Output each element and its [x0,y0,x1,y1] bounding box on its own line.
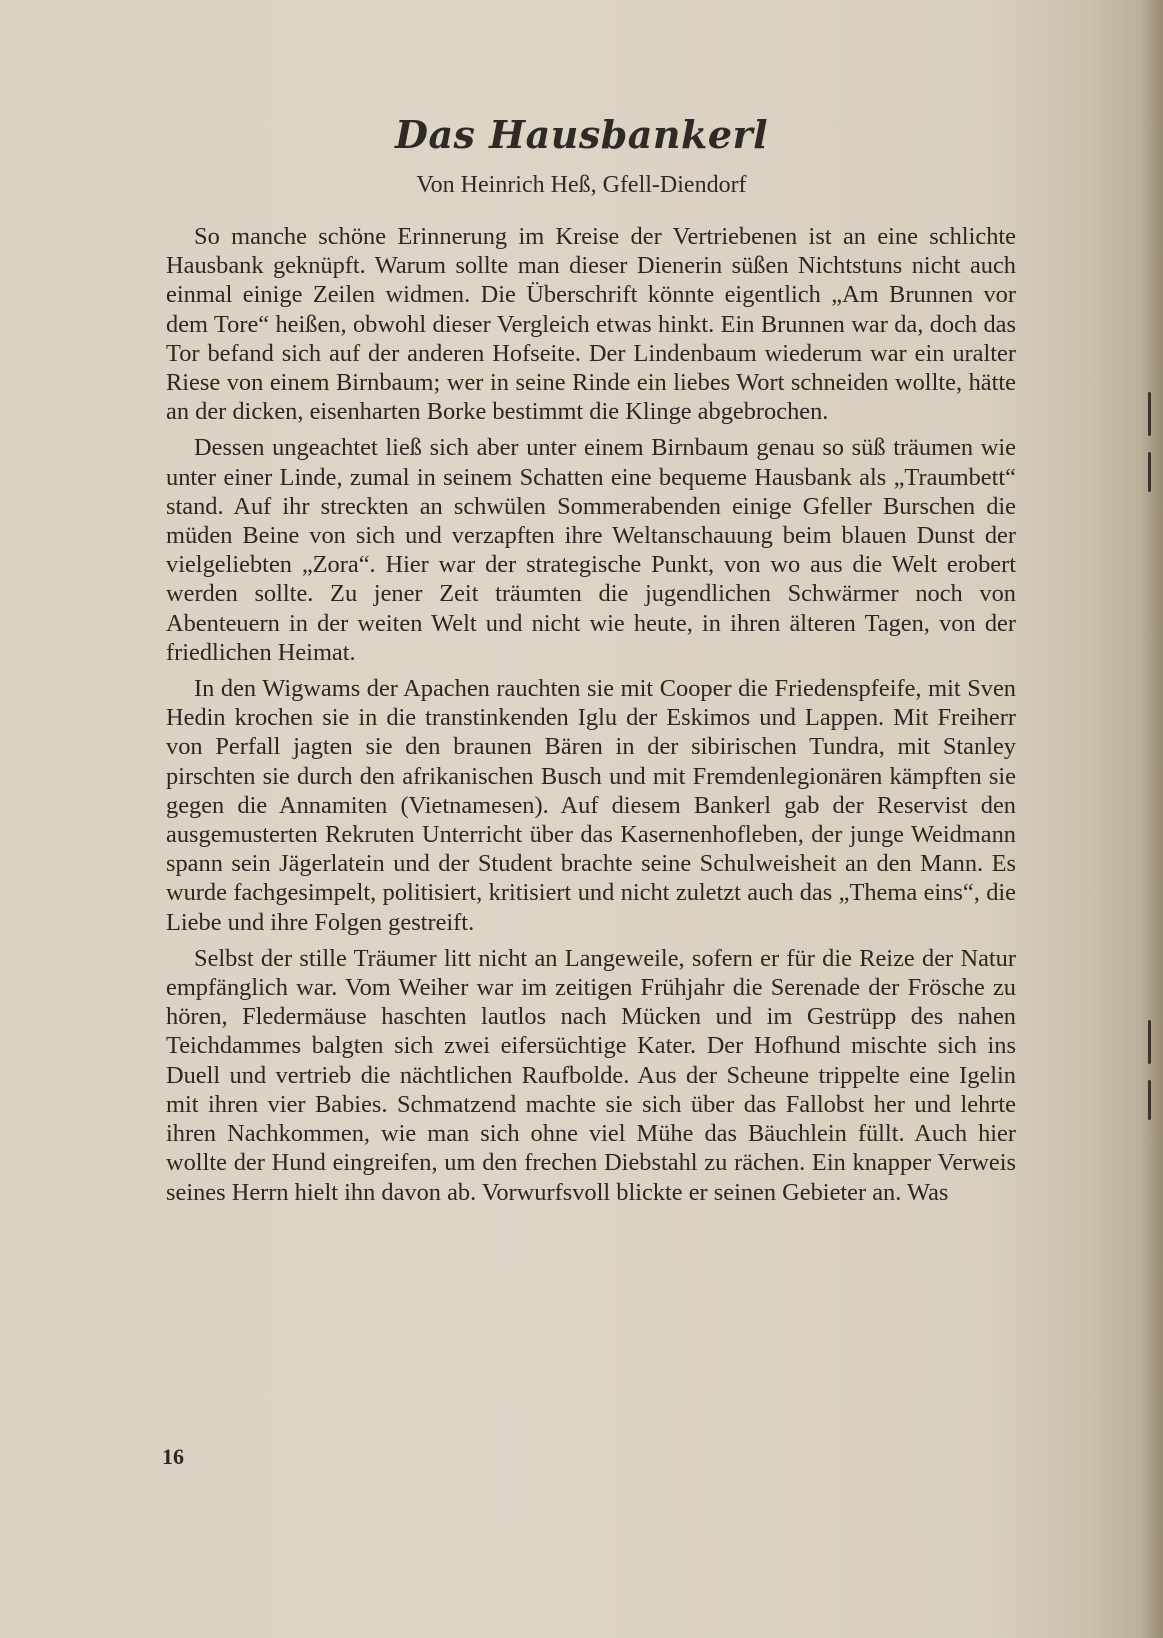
staple-mark [1148,452,1151,492]
paragraph: Selbst der stille Träumer litt nicht an Langeweile, sofern er für die Reize der Natur empfänglich war. Vom Weiher war im zeitigen Frühjahr die Serenade der Frösche zu hören, Fledermäuse haschten lautlos nach Mücken und im Gestrüpp des nahen Teichdammes balgten sich zwei eifersüchtige Kater. Der Hofhund mischte sich ins Duell und vertrieb die nächtlichen Raufbolde. Aus der Scheune trippelte eine Igelin mit ihren vier Babies. Schmatzend machte sie sich über das Fallobst her und lehrte ihren Nachkommen, wie man sich ohne viel Mühe das Bäuchlein füllt. Auch hier wollte der Hund eingreifen, um den frechen Diebstahl zu rächen. Ein knapper Verweis seines Herrn hielt ihn davon ab. Vorwurfsvoll blickte er seinen Gebieter an. Was [166,944,1016,1206]
page-number: 16 [162,1444,184,1469]
staple-mark [1148,1080,1151,1120]
page-spine-shadow [1141,0,1163,1638]
article-body [166,222,1016,1214]
paragraph: Dessen ungeachtet ließ sich aber unter einem Birnbaum genau so süß träumen wie unter einer Linde, zumal in seinem Schatten eine bequeme Hausbank als „Traumbett“ stand. Auf ihr streckten an schwülen Sommerabenden einige Gfeller Burschen die müden Beine von sich und verzapften ihre Weltanschauung beim blauen Dunst der vielgeliebten „Zora“. Hier war der strategische Punkt, von wo aus die Welt erobert werden sollte. Zu jener Zeit träumten die jugendlichen Schwärmer noch von Abenteuern in der weiten Welt und nicht wie heute, in ihren älteren Tagen, von der friedlichen Heimat. [166,434,1016,666]
staple-mark [1148,1020,1151,1064]
article-title: Das Hausbankerl [394,112,769,157]
paragraph: So manche schöne Erinnerung im Kreise der Vertriebenen ist an eine schlichte Hausbank geknüpft. Warum sollte man dieser Dienerin süßen Nichtstuns nicht auch einmal einige Zeilen widmen. Die Überschrift könnte eigentlich „Am Brunnen vor dem Tore“ heißen, obwohl dieser Vergleich etwas hinkt. Ein Brunnen war da, doch das Tor befand sich auf der anderen Hofseite. Der Lindenbaum wiederum war ein uralter Riese von einem Birnbaum; wer in seine Rinde ein liebes Wort schneiden wollte, hätte an der dicken, eisenharten Borke bestimmt die Klinge abgebrochen. [166,223,1016,426]
article-byline: Von Heinrich Heß, Gfell-Diendorf [416,172,747,198]
paragraph: In den Wigwams der Apachen rauchten sie mit Cooper die Friedenspfeife, mit Sven Hedin krochen sie in die transtinkenden Iglu der Eskimos und Lappen. Mit Freiherr von Perfall jagten sie den braunen Bären in der sibirischen Tundra, mit Stanley pirschten sie durch den afrikanischen Busch und mit Fremdenlegionären kämpften sie gegen die Annamiten (Vietnamesen). Auf diesem Bankerl gab der Reservist den ausgemusterten Rekruten Unterricht über das Kasernenhofleben, der junge Weidmann spann sein Jägerlatein und der Student brachte seine Schulweisheit an den Mann. Es wurde fachgesimpelt, politisiert, kritisiert und nicht zuletzt auch das „Thema eins“, die Liebe und ihre Folgen gestreift. [166,675,1016,936]
staple-mark [1148,392,1151,436]
